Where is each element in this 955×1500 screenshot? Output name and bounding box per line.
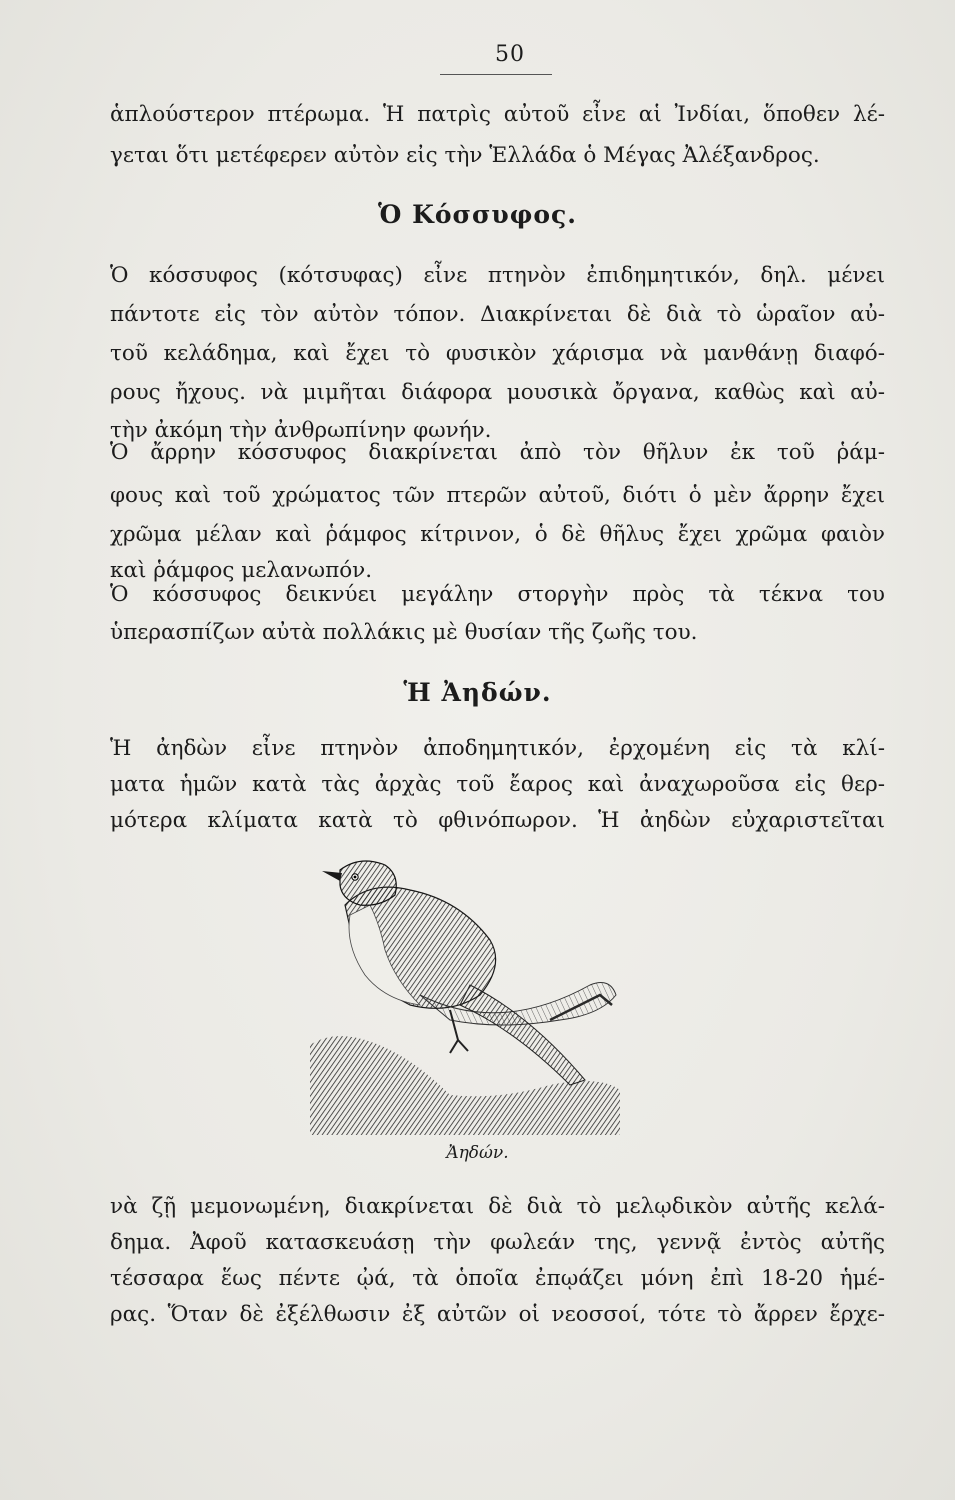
- text-line: γεται ὅτι μετέφερεν αὐτὸν εἰς τὴν Ἑλλάδα ὁ Μέγας Ἀλέξανδρος.: [110, 143, 820, 168]
- text-line: Ὁ κόσσυφος δεικνύει μεγάλην στοργὴν πρὸς τὰ τέκνα του: [110, 582, 885, 607]
- text-line: ὑπερασπίζων αὐτὰ πολλάκις μὲ θυσίαν τῆς ζωῆς του.: [110, 620, 698, 645]
- text-line: τοῦ κελάδημα, καὶ ἔχει τὸ φυσικὸν χάρισμα νὰ μανθάνῃ διαφό-: [110, 341, 885, 366]
- text-line: μότερα κλίματα κατὰ τὸ φθινόπωρον. Ἡ ἀηδὼν εὐχαριστεῖται: [110, 808, 885, 833]
- nightingale-engraving: [300, 845, 620, 1135]
- text-line: χρῶμα μέλαν καὶ ῥάμφος κίτρινον, ὁ δὲ θῆλυς ἔχει χρῶμα φαιὸν: [110, 522, 885, 547]
- text-line: Ὁ ἄρρην κόσσυφος διακρίνεται ἀπὸ τὸν θῆλυν ἐκ τοῦ ῥάμ-: [110, 440, 885, 465]
- text-line: ρους ἤχους. νὰ μιμῆται διάφορα μουσικὰ ὄργανα, καθὼς καὶ αὐ-: [110, 380, 885, 405]
- page-number-rule: [440, 74, 552, 75]
- text-line: νὰ ζῇ μεμονωμένη, διακρίνεται δὲ διὰ τὸ μελῳδικὸν αὐτῆς κελά-: [110, 1194, 885, 1219]
- text-line: ρας. Ὅταν δὲ ἐξέλθωσιν ἐξ αὐτῶν οἱ νεοσσοί, τότε τὸ ἄρρεν ἔρχε-: [110, 1302, 885, 1327]
- text-line: πάντοτε εἰς τὸν αὐτὸν τόπον. Διακρίνεται δὲ διὰ τὸ ὡραῖον αὐ-: [110, 302, 885, 327]
- section-heading-nightingale: Ἡ Ἀηδών.: [403, 678, 552, 707]
- text-line: καὶ ῥάμφος μελανωπόν.: [110, 558, 373, 583]
- text-line: ματα ἡμῶν κατὰ τὰς ἀρχὰς τοῦ ἔαρος καὶ ἀναχωροῦσα εἰς θερ-: [110, 772, 885, 797]
- text-line: τέσσαρα ἕως πέντε ᾠά, τὰ ὁποῖα ἐπῳάζει μόνη ἐπὶ 18-20 ἡμέ-: [110, 1266, 885, 1291]
- figure-caption: Ἀηδών.: [446, 1143, 509, 1163]
- page-number: 50: [495, 42, 525, 67]
- text-line: φους καὶ τοῦ χρώματος τῶν πτερῶν αὐτοῦ, διότι ὁ μὲν ἄρρην ἔχει: [110, 483, 885, 508]
- text-line: δημα. Ἀφοῦ κατασκευάσῃ τὴν φωλεάν της, γεννᾷ ἐντὸς αὐτῆς: [110, 1230, 885, 1255]
- text-line: Ἡ ἀηδὼν εἶνε πτηνὸν ἀποδημητικόν, ἐρχομένη εἰς τὰ κλί-: [110, 736, 885, 761]
- text-line: τὴν ἀκόμη τὴν ἀνθρωπίνην φωνήν.: [110, 418, 492, 443]
- section-heading-blackbird: Ὁ Κόσσυφος.: [378, 200, 577, 229]
- text-line: Ὁ κόσσυφος (κότσυφας) εἶνε πτηνὸν ἐπιδημητικόν, δηλ. μένει: [110, 263, 885, 288]
- text-line: ἁπλούστερον πτέρωμα. Ἡ πατρὶς αὐτοῦ εἶνε αἱ Ἰνδίαι, ὅποθεν λέ-: [110, 102, 885, 127]
